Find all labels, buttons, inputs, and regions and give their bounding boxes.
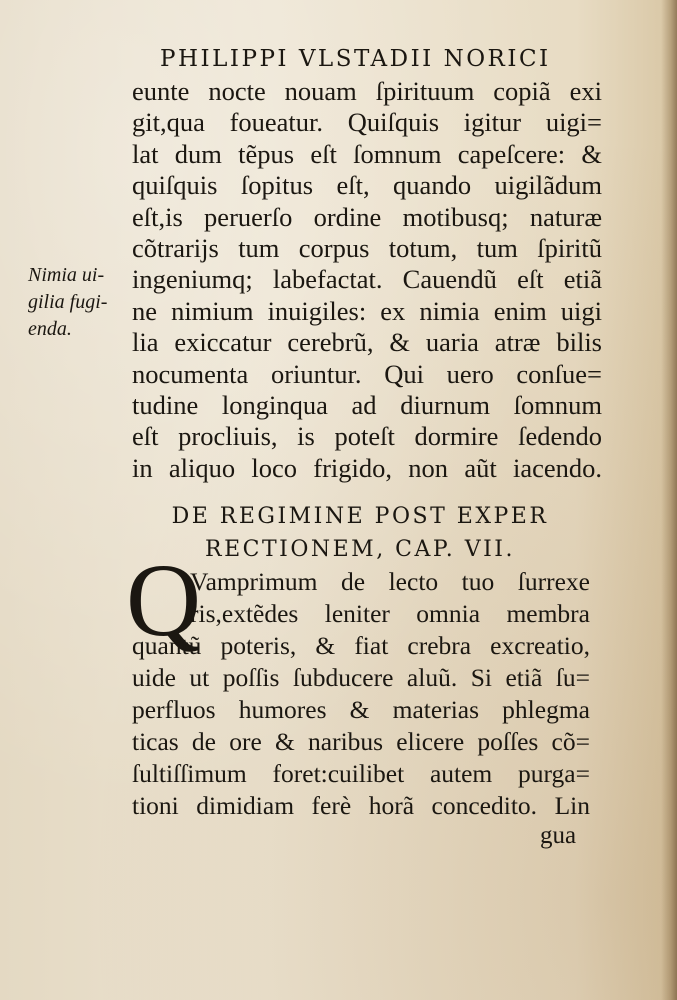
margin-note-line: enda. [28,318,72,340]
text-line: lat dum tẽpus eſt ſomnum capeſcere: & [132,138,602,169]
text-line: git,qua foueatur. Quiſquis igitur uigi= [132,107,602,138]
text-line: eſt,is peruerſo ordine motibusq; naturæ [132,201,602,232]
text-line: quantũ poteris, & fiat crebra excreatio, [132,631,590,660]
text-line: eunte nocte nouam ſpirituum copiã exi [132,76,602,106]
margin-note-line: Nimia ui- [28,264,105,286]
text-line: lia exiccatur cerebrũ, & uaria atræ bilis [132,327,602,358]
text-line: Vamprimum de lecto tuo ſurrexe [190,567,590,596]
text-line: ris,extẽdes leniter omnia membra [190,599,590,628]
text-line: ne nimium inuigiles: ex nimia enim uigi [132,295,602,326]
margin-note-line: gilia fugi- [28,291,108,313]
text-line: cõtrarijs tum corpus totum, tum ſpiritũ [132,232,602,263]
body-text [132,76,602,484]
text-line: nocumenta oriuntur. Qui uero conſue= [132,358,602,389]
text-line: in aliquo loco frigido, non aũt iacendo. [132,452,602,483]
chapter-title-line: DE REGIMINE POST EXPER [171,504,549,529]
running-header: PHILIPPI VLSTADII NORICI [160,46,551,72]
text-line: perfluos humores & materias phlegma [132,695,590,724]
text-line: eſt procliuis, is poteſt dormire ſedendo [132,421,602,452]
page-gutter-shadow [661,0,677,1000]
text-line: tudine longinqua ad diurnum ſomnum [132,389,602,420]
text-line: uide ut poſſis ſubducere aluũ. Si etiã ſu= [132,663,590,692]
text-line: ticas de ore & naribus elicere poſſes cõ= [132,727,590,756]
text-line: ingeniumq; labefactat. Cauendũ eſt etiã [132,264,602,295]
text-line: quiſquis ſopitus eſt, quando uigilãdum [132,170,602,201]
text-line: ſultiſſimum foret:cuilibet autem purga= [132,759,590,788]
chapter-title-line: RECTIONEM, CAP. VII. [205,537,515,562]
chapter-title [150,500,570,566]
text-line: tioni dimidiam ferè horã concedito. Lin [132,791,590,820]
catchword: gua [540,822,577,849]
margin-note [28,262,128,343]
chapter-text [132,566,590,822]
drop-cap-initial: Q [126,543,202,658]
